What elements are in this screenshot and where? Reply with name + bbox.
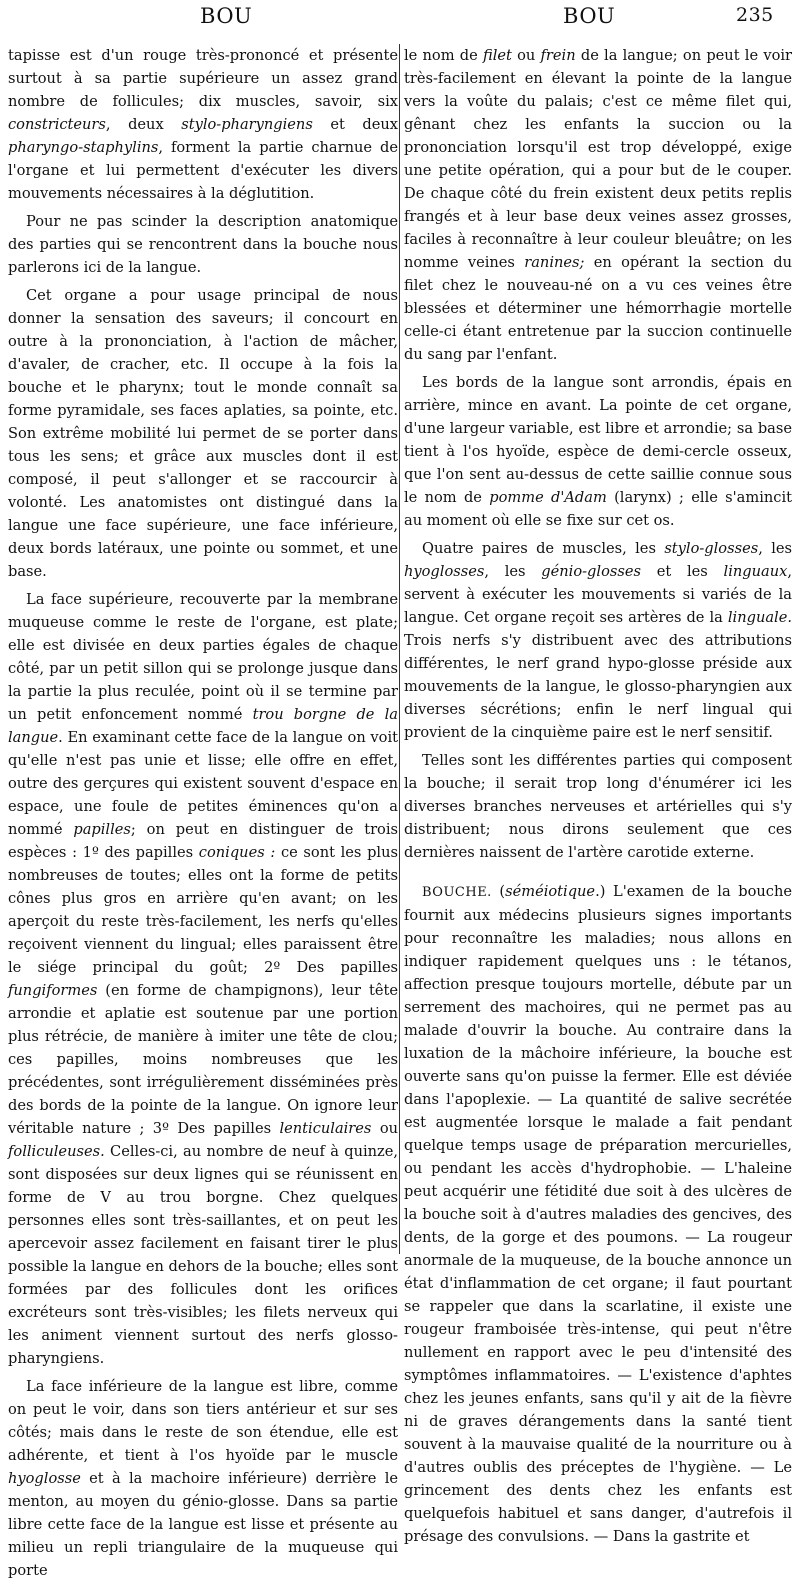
right-paragraph-bords: Les bords de la langue sont arrondis, épais en arrière, mince en avant. La pointe de cet organe, d'une largeur variable, est libre et arrondie; sa base tient à l'os hyoïde, espèce de demi-cercle osseux, que l'on sent au-dessus de cette saillie connue sous le nom de pomme d'Adam (larynx) ; elle s'amincit au moment où elle se fixe sur cet os. <box>404 374 792 529</box>
left-paragraph-pharynx-muscles: tapisse est d'un rouge très-prononcé et présente surtout à sa partie supérieure un assez grand nombre de follicules; dix muscles, savoir, six constricteurs, deux stylo-pharyngiens et deux pharyngo-staphylins, forment la partie charnue de l'organe et lui permettent d'exécuter les divers mouvements nécessaires à la déglutition. <box>8 47 399 202</box>
header-left-title: BOU <box>200 4 253 28</box>
left-paragraph-intro-langue: Pour ne pas scinder la description anatomique des parties qui se rencontrent dans la bouche nous parlerons ici de la langue. <box>8 213 398 276</box>
right-paragraph-conclusion: Telles sont les différentes parties qui composent la bouche; il serait trop long d'énumérer ici les diverses branches nerveuses et artérielles qui s'y distribuent; nous dirons seulement que ces dernières naissent de l'artère carotide externe. <box>404 752 792 861</box>
entry-bouche-semeiotique: BOUCHE. (séméiotique.) L'examen de la bouche fournit aux médecins plusieurs signes importants pour reconnaître les maladies; nous allons en indiquer rapidement quelques uns : le tétanos, affection presque toujours mortelle, débute par un serrement des machoires, qui ne permet pas au malade d'ouvrir la bouche. Au contraire dans la luxation de la mâchoire inférieure, la bouche est ouverte sans qu'on puisse la fermer. Elle est déviée dans l'apoplexie. — La quantité de salive secrétée est augmentée lorsque le malade a fait pendant quelque temps usage de préparation mercurielles, ou pendant les accès d'hydrophobie. — L'haleine peut acquérir une fétidité due soit à des ulcères de la bouche soit à d'autres maladies des gencives, des dents, de la gorge et des poumons. — La rougeur anormale de la muqueuse, de la bouche annonce un état d'inflammation de cet organe; il faut pourtant se rappeler que dans la scarlatine, il existe une rougeur framboisée très-intense, qui peut n'être nullement en rapport avec le peu d'intensité des symptômes inflammatoires. — L'existence d'aphtes chez les jeunes enfants, sans qu'il y ait de la fièvre ni de graves dérangements dans la santé tient souvent à la mauvaise qualité de la nourriture ou à d'autres oublis des préceptes de l'hygiène. — Le grincement des dents chez les enfants est quelquefois habituel et sans danger, d'autrefois il présage des convulsions. — Dans la gastrite et <box>404 883 792 1545</box>
right-column <box>404 44 792 1553</box>
column-divider <box>399 44 400 1254</box>
left-column <box>8 44 398 1587</box>
left-paragraph-face-superieure: La face supérieure, recouverte par la membrane muqueuse comme le reste de l'organe, est plate; elle est divisée en deux parties égales de chaque côté, par un petit sillon qui se prolonge jusque dans la partie la plus reculée, point où il se termine par un petit enfoncement nommé trou borgne de la langue. En examinant cette face de la langue on voit qu'elle n'est pas unie et lisse; elle offre en effet, outre des gerçures qui existent souvent d'espace en espace, une foule de petites éminences qu'on a nommé papilles; on peut en distinguer de trois espèces : 1º des papilles coniques : ce sont les plus nombreuses de toutes; elles ont la forme de petits cônes plus gros en arrière qu'en avant; on les aperçoit du reste très-facilement, les nerfs qu'elles reçoivent viennent du lingual; elles paraissent être le siége principal du goût; 2º Des papilles fungiformes (en forme de champignons), leur tête arrondie et aplatie est soutenue par une portion plus rétrécie, de manière à imiter une tête de clou; ces papilles, moins nombreuses que les précédentes, sont irrégulièrement disséminées près des bords de la pointe de la langue. On ignore leur véritable nature ; 3º Des papilles lenticulaires ou folliculeuses. Celles-ci, au nombre de neuf à quinze, sont disposées sur deux lignes qui se réunissent en forme de V au trou borgne. Chez quelques personnes elles sont très-saillantes, et on peut les apercevoir assez facilement en faisant tirer le plus possible la langue en dehors de la bouche; elles sont formées par des follicules dont les orifices excréteurs sont très-visibles; les filets nerveux qui les animent viennent surtout des nerfs glosso-pharyngiens. <box>8 591 399 1367</box>
header-right-title: BOU <box>563 4 616 28</box>
right-paragraph-filet: le nom de filet ou frein de la langue; on peut le voir très-facilement en élevant la pointe de la langue vers la voûte du palais; c'est ce même filet qui, gênant chez les enfants la succion ou la prononciation lorsqu'il est trop développé, exige une petite opération, qui a pour but de le couper. De chaque côté du frein existent deux petits replis frangés et à leur base deux veines assez grosses, faciles à reconnaître à leur couleur bleuâtre; on les nomme veines ranines; en opérant la section du filet chez le nouveau-né on a vu ces veines être blessées et déterminer une hémorrhagie mortelle celle-ci étant entretenue par la succion continuelle du sang par l'enfant. <box>404 47 792 363</box>
entry-headword: BOUCHE. <box>422 885 492 900</box>
left-paragraph-organe-saveurs: Cet organe a pour usage principal de nous donner la sensation des saveurs; il concourt en outre à la prononciation, à l'action de mâcher, d'avaler, de cracher, etc. Il occupe à la fois la bouche et le pharynx; tout le monde connaît sa forme pyramidale, ses faces aplaties, sa pointe, etc. Son extrême mobilité lui permet de se porter dans tous les sens; et grâce aux muscles dont il est composé, il peut s'allonger et se raccourcir à volonté. Les anatomistes ont distingué dans la langue une face supérieure, une face inférieure, deux bords latéraux, une pointe ou sommet, et une base. <box>8 287 398 580</box>
page-number: 235 <box>736 4 774 26</box>
left-paragraph-face-inferieure: La face inférieure de la langue est libre, comme on peut le voir, dans son tiers antérieur et sur ses côtés; mais dans le reste de son étendue, elle est adhérente, et tient à l'os hyoïde par le muscle hyoglosse et à la machoire inférieure) derrière le menton, au moyen du génio-glosse. Dans sa partie libre cette face de la langue est lisse et présente au milieu un repli triangulaire de la muqueuse qui porte <box>8 1378 398 1579</box>
running-header <box>0 4 800 44</box>
right-paragraph-muscles: Quatre paires de muscles, les stylo-glosses, les hyoglosses, les génio-glosses et les linguaux, servent à exécuter les mouvements si variés de la langue. Cet organe reçoit ses artères de la linguale. Trois nerfs s'y distribuent avec des attributions différentes, le nerf grand hypo-glosse préside aux mouvements de la langue, le glosso-pharyngien aux diverses sécrétions; enfin le nerf lingual qui provient de la cinquième paire est le nerf sensitif. <box>404 540 793 741</box>
